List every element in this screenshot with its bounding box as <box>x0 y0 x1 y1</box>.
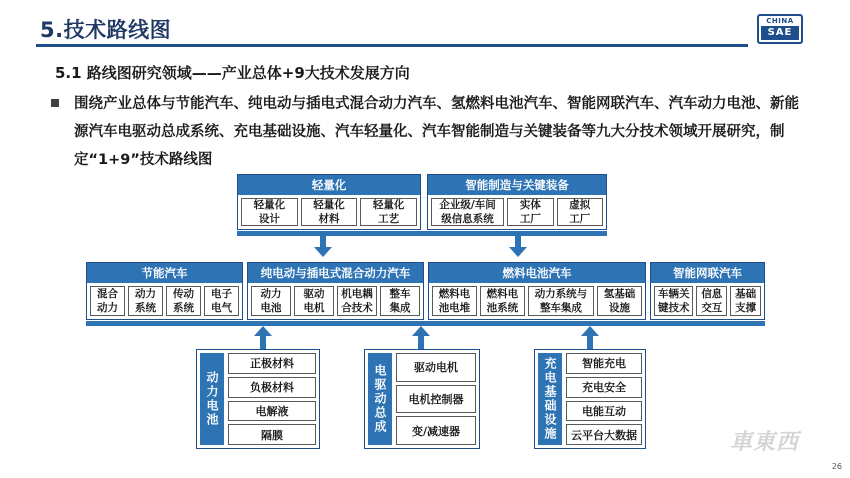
box-cell: 基础 支撑 <box>730 286 761 316</box>
list-item: 变/减速器 <box>396 416 476 445</box>
box-cell: 传动 系统 <box>166 286 201 316</box>
list-item: 隔膜 <box>228 424 316 445</box>
top-connector-bar <box>237 231 607 236</box>
box-cell: 驱动 电机 <box>294 286 334 316</box>
top-connector-stem <box>515 236 521 247</box>
box-cell: 信息 交互 <box>696 286 727 316</box>
box-title: 智能网联汽车 <box>651 263 764 283</box>
bullet-square-icon <box>51 99 59 107</box>
charging-infrastructure-box <box>534 349 646 449</box>
top-connector-stem <box>320 236 326 247</box>
box-title: 智能制造与关键装备 <box>428 175 606 195</box>
page-number: 26 <box>831 462 842 471</box>
box-cell: 企业级/车间 级信息系统 <box>431 198 504 226</box>
box-title: 纯电动与插电式混合动力汽车 <box>248 263 423 283</box>
box-cell: 实体 工厂 <box>507 198 553 226</box>
list-item: 电机控制器 <box>396 385 476 414</box>
arrow-up-icon <box>581 326 599 336</box>
power-battery-box <box>196 349 320 449</box>
box-cell: 燃料电 池电堆 <box>432 286 477 316</box>
list-item: 正极材料 <box>228 353 316 374</box>
logo-bottom-text: SAE <box>761 26 799 40</box>
bottom-connector-stem <box>260 336 266 350</box>
box-title: 燃料电池汽车 <box>429 263 645 283</box>
arrow-down-icon <box>509 247 527 257</box>
arrow-up-icon <box>412 326 430 336</box>
list-item: 负极材料 <box>228 377 316 398</box>
vertical-label: 电驱动总成 <box>368 353 392 445</box>
bullet-paragraph: 围绕产业总体与节能汽车、纯电动与插电式混合动力汽车、氢燃料电池汽车、智能网联汽车、汽车动力电池、新能源汽车电驱动总成系统、充电基础设施、汽车轻量化、汽车智能制造与关键装备等九大分技术领域开展研究，制定“1+9”技术路线图 <box>74 96 799 168</box>
box-cell: 车辆关 键技术 <box>654 286 693 316</box>
vertical-label: 充电基础设施 <box>538 353 562 445</box>
smart-manufacturing-box <box>427 174 607 230</box>
box-cell: 机电耦 合技术 <box>337 286 377 316</box>
arrow-down-icon <box>314 247 332 257</box>
bottom-connector-stem <box>418 336 424 350</box>
list-item: 智能充电 <box>566 353 642 374</box>
list-item: 驱动电机 <box>396 353 476 382</box>
list-item: 电解液 <box>228 401 316 422</box>
box-title: 轻量化 <box>238 175 420 195</box>
page-title: 5.技术路线图 <box>40 18 172 42</box>
box-cell: 轻量化 材料 <box>301 198 358 226</box>
box-cell: 轻量化 设计 <box>241 198 298 226</box>
electric-drive-box <box>364 349 480 449</box>
energy-saving-vehicle-box <box>86 262 243 320</box>
box-cell: 轻量化 工艺 <box>360 198 417 226</box>
section-subtitle: 5.1 路线图研究领域——产业总体+9大技术发展方向 <box>55 64 410 82</box>
box-cell: 整车 集成 <box>380 286 420 316</box>
bottom-connector-stem <box>587 336 593 350</box>
list-item: 云平台大数据 <box>566 424 642 445</box>
box-cell: 电子 电气 <box>204 286 239 316</box>
box-cell: 动力 电池 <box>251 286 291 316</box>
box-cell: 虚拟 工厂 <box>557 198 603 226</box>
box-cell: 动力系统与 整车集成 <box>528 286 594 316</box>
bev-phev-box <box>247 262 424 320</box>
fuel-cell-vehicle-box <box>428 262 646 320</box>
box-cell: 氢基础 设施 <box>597 286 642 316</box>
vertical-label: 动力电池 <box>200 353 224 445</box>
list-item: 充电安全 <box>566 377 642 398</box>
box-title: 节能汽车 <box>87 263 242 283</box>
list-item: 电能互动 <box>566 401 642 422</box>
title-divider <box>36 44 748 47</box>
china-sae-logo <box>757 14 803 44</box>
connected-vehicle-box <box>650 262 765 320</box>
arrow-up-icon <box>254 326 272 336</box>
box-cell: 混合 动力 <box>90 286 125 316</box>
lightweight-box <box>237 174 421 230</box>
watermark: 車東西 <box>730 430 800 455</box>
logo-top-text: CHINA <box>766 17 794 25</box>
box-cell: 燃料电 池系统 <box>480 286 525 316</box>
box-cell: 动力 系统 <box>128 286 163 316</box>
